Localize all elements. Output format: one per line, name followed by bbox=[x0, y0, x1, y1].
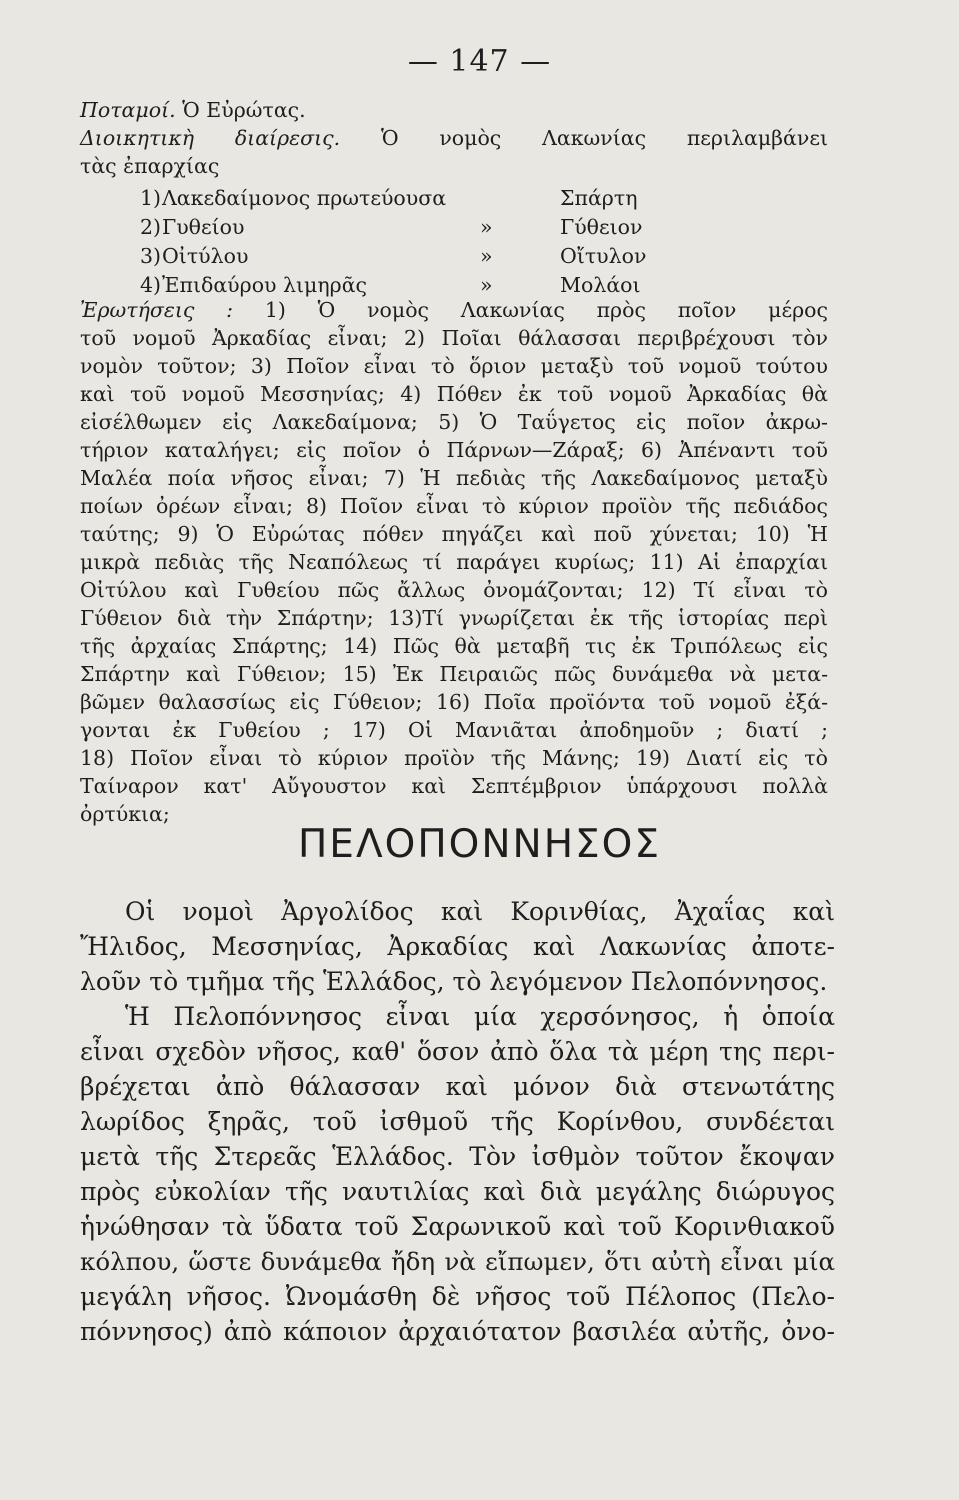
line-text: 1) Ὁ νομὸς Λακωνίας πρὸς ποῖον μέρος bbox=[264, 298, 828, 322]
ditto-mark: » bbox=[480, 273, 493, 297]
text-line: 18) Ποῖον εἶναι τὸ κύριον προϊὸν τῆς Μάνης; 19) Διατί εἰς τὸ bbox=[80, 746, 828, 770]
text-line: Ταίναρον κατ' Αὔγουστον καὶ Σεπτέμβριον ὑπάρχουσι πολλὰ bbox=[80, 774, 828, 798]
text-line: τὰς ἐπαρχίας bbox=[80, 154, 220, 178]
text-line: μικρὰ πεδιὰς τῆς Νεαπόλεως τί παράγει κυρίως; 11) Αἱ ἐπαρχίαι bbox=[80, 550, 828, 574]
text-line: Γύθειον διὰ τὴν Σπάρτην; 13)Τί γνωρίζεται ἐκ τῆς ἱστορίας περὶ bbox=[80, 606, 828, 630]
text-line: κόλπου, ὥστε δυνάμεθα ἤδη νὰ εἴπωμεν, ὅτι αὐτὴ εἶναι μία bbox=[80, 1247, 835, 1276]
capital-name: Γύθειον bbox=[560, 215, 643, 239]
text-line: ταύτης; 9) Ὁ Εὐρώτας πόθεν πηγάζει καὶ ποῦ χύνεται; 10) Ἡ bbox=[80, 522, 828, 546]
item-number: 3) bbox=[140, 244, 162, 268]
capital-name: Οἴτυλον bbox=[560, 244, 647, 268]
text-line: βῶμεν θαλασσίως εἰς Γύθειον; 16) Ποῖα προϊόντα τοῦ νομοῦ ἐξά- bbox=[80, 690, 828, 714]
section-label: Ἐρωτήσεις : bbox=[80, 298, 234, 322]
section-label: Διοικητικὴ διαίρεσις. bbox=[80, 126, 341, 150]
text-line: τῆς ἀρχαίας Σπάρτης; 14) Πῶς θὰ μεταβῆ τις ἐκ Τριπόλεως εἰς bbox=[80, 634, 828, 658]
item-number: 1) bbox=[140, 186, 162, 210]
text-line: τήριον καταλήγει; εἰς ποῖον ὁ Πάρνων—Ζάραξ; 6) Ἀπέναντι τοῦ bbox=[80, 438, 828, 462]
capital-name: Σπάρτη bbox=[560, 186, 638, 210]
list-item bbox=[140, 213, 720, 242]
text-line: ποίων ὀρέων εἶναι; 8) Ποῖον εἶναι τὸ κύριον προϊὸν τῆς πεδιάδος bbox=[80, 494, 828, 518]
text-line: μεγάλη νῆσος. Ὠνομάσθη δὲ νῆσος τοῦ Πέλοπος (Πελο- bbox=[80, 1282, 835, 1311]
text-line: Οἰτύλου καὶ Γυθείου πῶς ἄλλως ὀνομάζονται; 12) Τί εἶναι τὸ bbox=[80, 578, 828, 602]
text-line: ἡνώθησαν τὰ ὕδατα τοῦ Σαρωνικοῦ καὶ τοῦ Κορινθιακοῦ bbox=[80, 1212, 835, 1241]
list-item bbox=[140, 184, 720, 213]
text-line: Οἱ νομοὶ Ἀργολίδος καὶ Κορινθίας, Ἀχαΐας καὶ bbox=[125, 897, 835, 926]
page-number: — 147 — bbox=[407, 44, 552, 79]
line-text: Ὁ Εὐρώτας. bbox=[182, 98, 306, 122]
text-line: βρέχεται ἀπὸ θάλασσαν καὶ μόνον διὰ στενωτάτης bbox=[80, 1072, 835, 1101]
list-item bbox=[140, 242, 720, 271]
text-line: ὀρτύκια; bbox=[80, 802, 170, 826]
text-line: τοῦ νομοῦ Ἀρκαδίας εἶναι; 2) Ποῖαι θάλασσαι περιβρέχουσι τὸν bbox=[80, 326, 828, 350]
text-line bbox=[80, 296, 828, 324]
section-heading: ΠΕΛΟΠΟΝΝΗΣΟΣ bbox=[297, 822, 662, 867]
text-line: Μαλέα ποία νῆσος εἶναι; 7) Ἡ πεδιὰς τῆς Λακεδαίμονος μεταξὺ bbox=[80, 466, 828, 490]
ditto-mark: » bbox=[480, 215, 493, 239]
text-line: νομὸν τοῦτον; 3) Ποῖον εἶναι τὸ ὅριον μεταξὺ τοῦ νομοῦ τούτου bbox=[80, 354, 828, 378]
item-number: 4) bbox=[140, 273, 162, 297]
text-line: λωρίδος ξηρᾶς, τοῦ ἰσθμοῦ τῆς Κορίνθου, συνδέεται bbox=[80, 1107, 835, 1136]
line-text: Ὁ νομὸς Λακωνίας περιλαμβάνει bbox=[380, 126, 828, 150]
text-line: Ἤλιδος, Μεσσηνίας, Ἀρκαδίας καὶ Λακωνίας ἀποτε- bbox=[80, 932, 835, 961]
capital-name: Μολάοι bbox=[560, 273, 641, 297]
text-line: Σπάρτην καὶ Γύθειον; 15) Ἐκ Πειραιῶς πῶς δυνάμεθα νὰ μετα- bbox=[80, 662, 828, 686]
text-line: καὶ τοῦ νομοῦ Μεσσηνίας; 4) Πόθεν ἐκ τοῦ νομοῦ Ἀρκαδίας θὰ bbox=[80, 382, 828, 406]
text-line: μετὰ τῆς Στερεᾶς Ἑλλάδος. Τὸν ἰσθμὸν τοῦτον ἔκοψαν bbox=[80, 1142, 835, 1171]
text-line bbox=[80, 96, 828, 124]
province-name: Οἰτύλου bbox=[162, 244, 249, 268]
section-label: Ποταμοί. bbox=[80, 98, 176, 122]
text-line bbox=[80, 124, 828, 152]
province-name: Ἐπιδαύρου λιμηρᾶς bbox=[162, 273, 368, 297]
text-line: πρὸς εὐκολίαν τῆς ναυτιλίας καὶ διὰ μεγάλης διώρυγος bbox=[80, 1177, 835, 1206]
province-name: Λακεδαίμονος πρωτεύουσα bbox=[162, 186, 447, 210]
province-name: Γυθείου bbox=[162, 215, 245, 239]
item-number: 2) bbox=[140, 215, 162, 239]
text-line: Ἡ Πελοπόννησος εἶναι μία χερσόνησος, ἡ ὁποία bbox=[125, 1002, 835, 1031]
subdivisions-list bbox=[140, 184, 720, 300]
text-line: λοῦν τὸ τμῆμα τῆς Ἑλλάδος, τὸ λεγόμενον Πελοπόννησος. bbox=[80, 967, 828, 996]
text-line: εἰσέλθωμεν εἰς Λακεδαίμονα; 5) Ὁ Ταΰγετος εἰς ποῖον ἀκρω- bbox=[80, 410, 828, 434]
text-line: εἶναι σχεδὸν νῆσος, καθ' ὅσον ἀπὸ ὅλα τὰ μέρη της περι- bbox=[80, 1037, 835, 1066]
text-line: πόννησος) ἀπὸ κάποιον ἀρχαιότατον βασιλέα αὐτῆς, ὀνο- bbox=[80, 1317, 835, 1346]
ditto-mark: » bbox=[480, 244, 493, 268]
text-line: γονται ἐκ Γυθείου ; 17) Οἱ Μανιᾶται ἀποδημοῦν ; διατί ; bbox=[80, 718, 828, 742]
